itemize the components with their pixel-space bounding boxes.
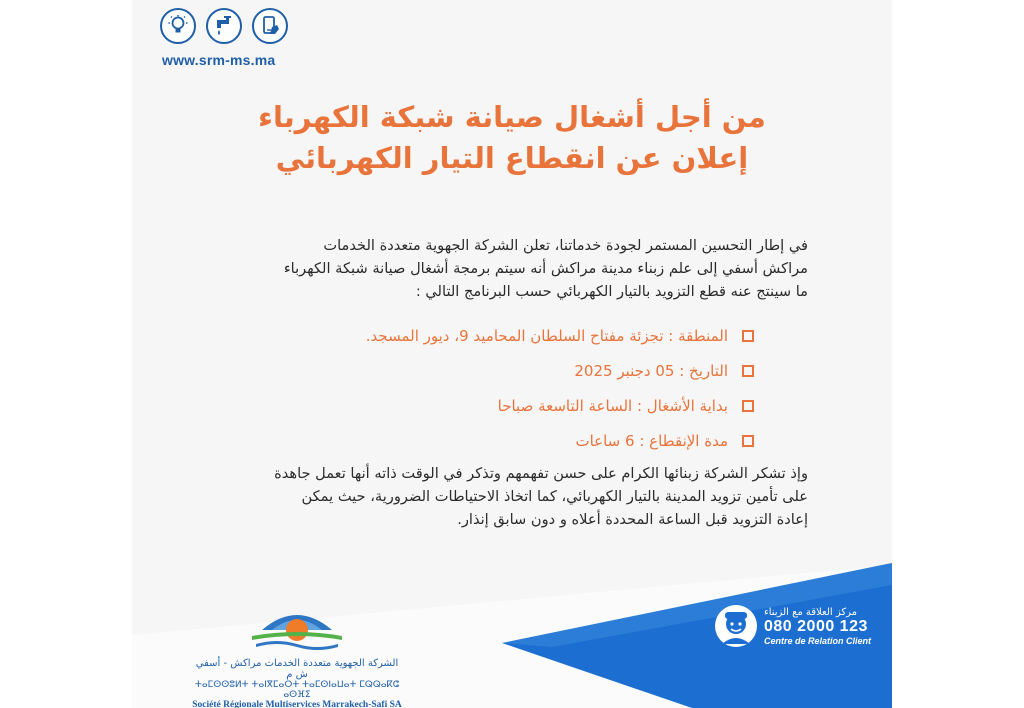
service-icons: [160, 8, 288, 44]
customer-contact: [714, 604, 871, 648]
schedule-item-text: مدة الإنقطاع : 6 ساعات: [575, 431, 728, 450]
closing-paragraph: وإذ تشكر الشركة زبنائها الكرام على حسن تفهمهم وتذكر في الوقت ذاته أنها تعمل جاهدة على تأمين تزويد المدينة بالتيار الكهربائي، كما اتخاذ الاحتياطات الضرورية، حيث يمكن إعادة التزويد قبل الساعة المحددة أعلاه و دون سابق إنذار.: [274, 465, 808, 528]
schedule-list: [274, 318, 754, 458]
schedule-item-date: [274, 353, 754, 388]
title-line-2: إعلان عن انقطاع التيار الكهربائي: [275, 141, 749, 175]
checkbox-icon: [742, 400, 754, 412]
schedule-item-duration: [274, 423, 754, 458]
srm-logo: [192, 600, 402, 708]
contact-arabic-label: مركز العلاقة مع الزبناء: [764, 606, 858, 618]
schedule-item-text: التاريخ : 05 دجنبر 2025: [574, 361, 728, 380]
checkbox-icon: [742, 330, 754, 342]
schedule-item-text: بداية الأشغال : الساعة التاسعة صباحا: [497, 396, 728, 415]
customer-agent-icon: [714, 604, 758, 648]
title-line-1: من أجل أشغال صيانة شبكة الكهرباء: [258, 100, 766, 134]
schedule-item-start: [274, 388, 754, 423]
intro-paragraph: في إطار التحسين المستمر لجودة خدماتنا، تعلن الشركة الجهوية متعددة الخدمات مراكش أسفي إلى علم زبناء مدينة مراكش أنه سيتم برمجة أشغال صيانة شبكة الكهرباء ما سينتج عنه قطع التزويد بالتيار الكهربائي حسب البرنامج التالي :: [283, 237, 808, 300]
logo-tifinagh-text: ⵜⴰⵎⵙⵙⵓⵍⵜ ⵜⴰⵏⴳⵎⴰⵔⵜ ⵜⴰⵎⵙⵏⴰⵡⴰⵜ ⵎⵕⵕⴰⴽⵛ ⴰⵙⴼⵉ: [194, 680, 400, 700]
logo-french-text: Société Régionale Multiservices Marrakech-Safi SA: [192, 700, 402, 708]
contact-phone-number[interactable]: 080 2000 123: [764, 617, 868, 635]
phone-hand-icon: [252, 8, 288, 44]
lightbulb-icon: [160, 8, 196, 44]
water-tap-icon: [206, 8, 242, 44]
schedule-item-text: المنطقة : تجزئة مفتاح السلطان المحاميد 9، ديور المسجد.: [365, 326, 728, 345]
schedule-item-zone: [274, 318, 754, 353]
contact-french-label: Centre de Relation Client: [764, 635, 872, 646]
logo-arabic-text: الشركة الجهوية متعددة الخدمات مراكش - أسفي ش م: [195, 658, 399, 680]
logo-emblem-icon: [242, 600, 352, 652]
checkbox-icon: [742, 435, 754, 447]
checkbox-icon: [742, 365, 754, 377]
announcement-page: [132, 0, 892, 708]
website-link[interactable]: www.srm-ms.ma: [162, 52, 276, 68]
